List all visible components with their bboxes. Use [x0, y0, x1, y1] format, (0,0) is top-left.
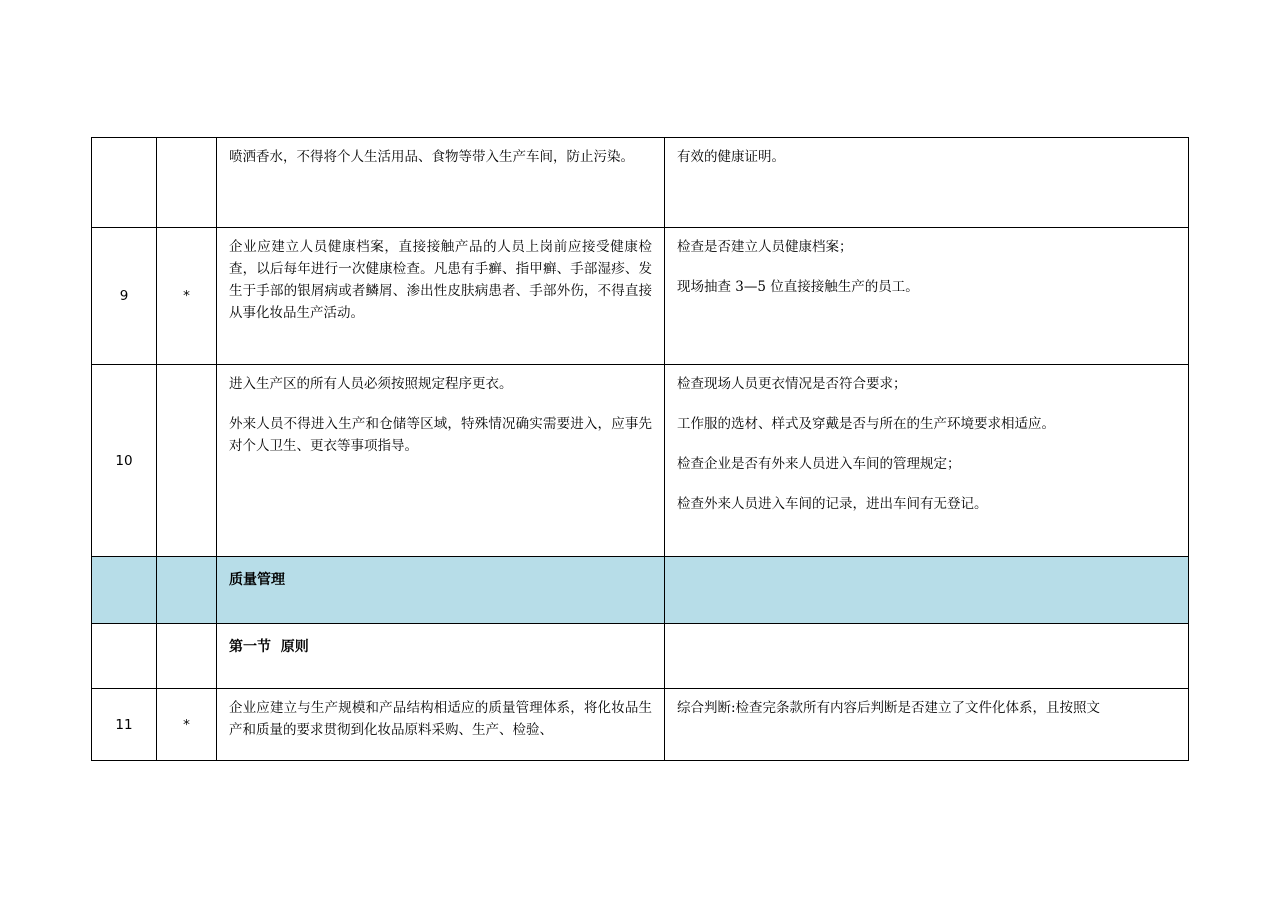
requirement-text: 企业应建立与生产规模和产品结构相适应的质量管理体系，将化妆品生产和质量的要求贯彻到化妆品原料采购、生产、检验、 [229, 700, 652, 738]
requirement-text: 企业应建立人员健康档案，直接接触产品的人员上岗前应接受健康检查，以后每年进行一次健康检查。凡患有手癣、指甲癣、手部湿疹、发生于手部的银屑病或者鳞屑、渗出性皮肤病患者、手部外伤，不得直接从事化妆品生产活动。 [229, 239, 652, 321]
check-method-text: 现场抽查 3—5 位直接接触生产的员工。 [677, 279, 919, 295]
subsection-title: 第一节 原则 [229, 639, 309, 655]
check-method-text: 检查是否建立人员健康档案； [677, 239, 853, 255]
section-blank-cell [157, 557, 217, 624]
requirement-cell [217, 138, 665, 228]
table-row [92, 138, 1189, 228]
subsection-blank-cell [157, 624, 217, 689]
check-method-cell [665, 138, 1189, 228]
section-header-row [92, 557, 1189, 624]
table-row [92, 689, 1189, 761]
section-title-cell [217, 557, 665, 624]
section-blank-cell [665, 557, 1189, 624]
inspection-table [91, 137, 1189, 761]
section-blank-cell [92, 557, 157, 624]
item-number-cell: 9 [92, 228, 157, 365]
check-method-text: 检查现场人员更衣情况是否符合要求； [677, 376, 907, 392]
key-item-mark-cell: * [157, 689, 217, 761]
requirement-cell [217, 365, 665, 557]
item-number-cell: 10 [92, 365, 157, 557]
check-method-cell [665, 689, 1189, 761]
subsection-header-row [92, 624, 1189, 689]
check-method-text: 综合判断:检查完条款所有内容后判断是否建立了文件化体系，且按照文 [677, 700, 1101, 716]
subsection-blank-cell [92, 624, 157, 689]
section-title: 质量管理 [229, 572, 285, 588]
key-item-mark-cell [157, 138, 217, 228]
check-method-text: 工作服的选材、样式及穿戴是否与所在的生产环境要求相适应。 [677, 416, 1055, 432]
requirement-text: 喷洒香水，不得将个人生活用品、食物等带入生产车间，防止污染。 [229, 149, 634, 165]
item-number-cell [92, 138, 157, 228]
requirement-cell [217, 689, 665, 761]
subsection-blank-cell [665, 624, 1189, 689]
check-method-text: 检查外来人员进入车间的记录，进出车间有无登记。 [677, 496, 988, 512]
subsection-title-cell [217, 624, 665, 689]
requirement-text: 进入生产区的所有人员必须按照规定程序更衣。 [229, 376, 513, 392]
requirement-cell [217, 228, 665, 365]
check-method-cell [665, 228, 1189, 365]
key-item-mark-cell: * [157, 228, 217, 365]
key-item-mark-cell [157, 365, 217, 557]
table-row [92, 228, 1189, 365]
check-method-text: 检查企业是否有外来人员进入车间的管理规定； [677, 456, 961, 472]
requirement-text: 外来人员不得进入生产和仓储等区域，特殊情况确实需要进入，应事先对个人卫生、更衣等事项指导。 [229, 416, 652, 454]
check-method-cell [665, 365, 1189, 557]
table-row [92, 365, 1189, 557]
item-number-cell: 11 [92, 689, 157, 761]
check-method-text: 有效的健康证明。 [677, 149, 785, 165]
